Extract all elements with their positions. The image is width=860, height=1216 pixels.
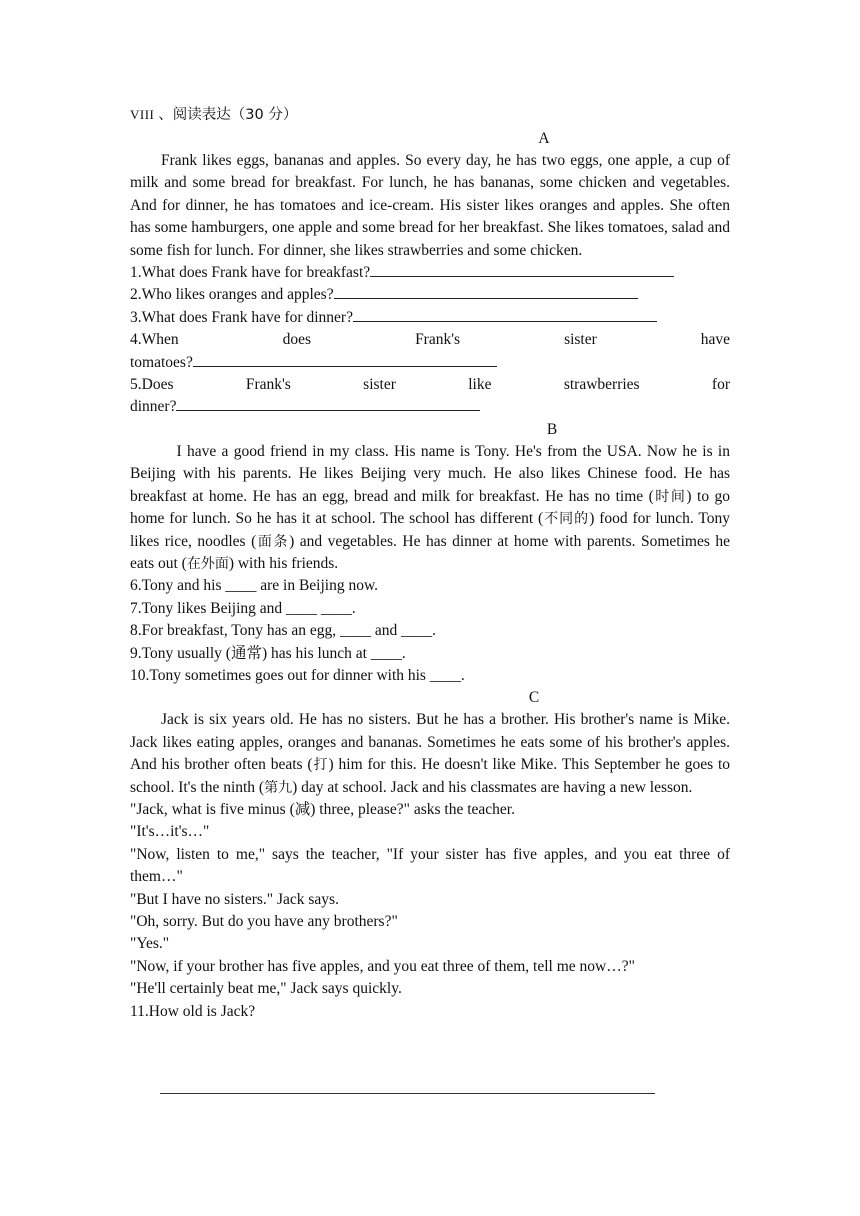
question-11: 11.How old is Jack?	[130, 1002, 256, 1020]
section-heading	[130, 104, 730, 126]
passage-c-letter: C	[528, 689, 540, 707]
answer-blank[interactable]	[370, 262, 674, 277]
question-6: 6.Tony and his ____ are in Beijing now.	[130, 577, 379, 595]
answer-blank[interactable]	[334, 284, 638, 299]
dialogue-line: "Oh, sorry. But do you have any brothers?"	[130, 913, 398, 930]
question-10: 10.Tony sometimes goes out for dinner with his ____.	[130, 666, 465, 684]
question-9: 9.Tony usually (通常) has his lunch at ____.	[130, 644, 406, 662]
dialogue-line: "Now, listen to me," says the teacher, "If your sister has five apples, and you eat three of them…"	[130, 845, 730, 886]
question-2: 2.Who likes oranges and apples?	[130, 284, 730, 306]
question-7: 7.Tony likes Beijing and ____ ____.	[130, 599, 356, 617]
question-5: 5.Does Frank's sister like strawberries for	[130, 376, 730, 394]
section-number: VIII	[130, 107, 155, 122]
answer-line-11[interactable]	[160, 1093, 655, 1094]
question-5-end: dinner?	[130, 396, 730, 418]
answer-blank[interactable]	[176, 396, 480, 411]
question-4: 4.When does Frank's sister have	[130, 331, 731, 349]
passage-b-text: I have a good friend in my class. His name is Tony. He's from the USA. Now he is in Beijing with his parents. He likes Beijing very much. He also likes Chinese food. He has breakfast at home. He has an egg, bread and milk for breakfast. He has no time (时间) to go home for lunch. So he has it at school. The school has different (不同的) food for lunch. Tony likes rice, noodles (面条) and vegetables. He has dinner at home with parents. Sometimes he eats out (在外面) with his friends.	[130, 442, 731, 572]
dialogue-line: "He'll certainly beat me," Jack says quickly.	[130, 980, 402, 998]
passage-a-letter: A	[538, 130, 550, 147]
worksheet-page	[130, 104, 730, 1023]
passage-a-text: Frank likes eggs, bananas and apples. So every day, he has two eggs, one apple, a cup of milk and some bread for breakfast. For lunch, he has bananas, some chicken and vegetables. And for dinner, he has tomatoes and ice-cream. His sister likes oranges and apples. She often has some hamburgers, one apple and some bread for her breakfast. She likes tomatoes, salad and some fish for lunch. For dinner, she likes strawberries and some chicken.	[130, 152, 730, 259]
passage-b-letter: B	[546, 420, 558, 438]
dialogue-line: "Jack, what is five minus (减) three, please?" asks the teacher.	[130, 800, 515, 818]
question-1: 1.What does Frank have for breakfast?	[130, 262, 730, 284]
answer-blank[interactable]	[193, 352, 497, 367]
question-4-end: tomatoes?	[130, 352, 730, 374]
dialogue-line: "Now, if your brother has five apples, and you eat three of them, tell me now…?"	[130, 957, 635, 975]
answer-blank[interactable]	[353, 307, 657, 322]
question-3: 3.What does Frank have for dinner?	[130, 307, 730, 329]
question-8: 8.For breakfast, Tony has an egg, ____ and ____.	[130, 622, 436, 640]
dialogue-line: "It's…it's…"	[130, 823, 210, 841]
passage-c-text: Jack is six years old. He has no sisters. But he has a brother. His brother's name is Mike. Jack likes eating apples, oranges and bananas. Sometimes he eats some of his brother's apples. And his brother often beats (打) him for this. He doesn't like Mike. This September he goes to school. It's the ninth (第九) day at school. Jack and his classmates are having a new lesson.	[130, 711, 731, 796]
dialogue-line: "But I have no sisters." Jack says.	[130, 890, 339, 908]
section-title: 、阅读表达（30 分）	[158, 107, 298, 123]
dialogue-line: "Yes."	[130, 935, 170, 953]
